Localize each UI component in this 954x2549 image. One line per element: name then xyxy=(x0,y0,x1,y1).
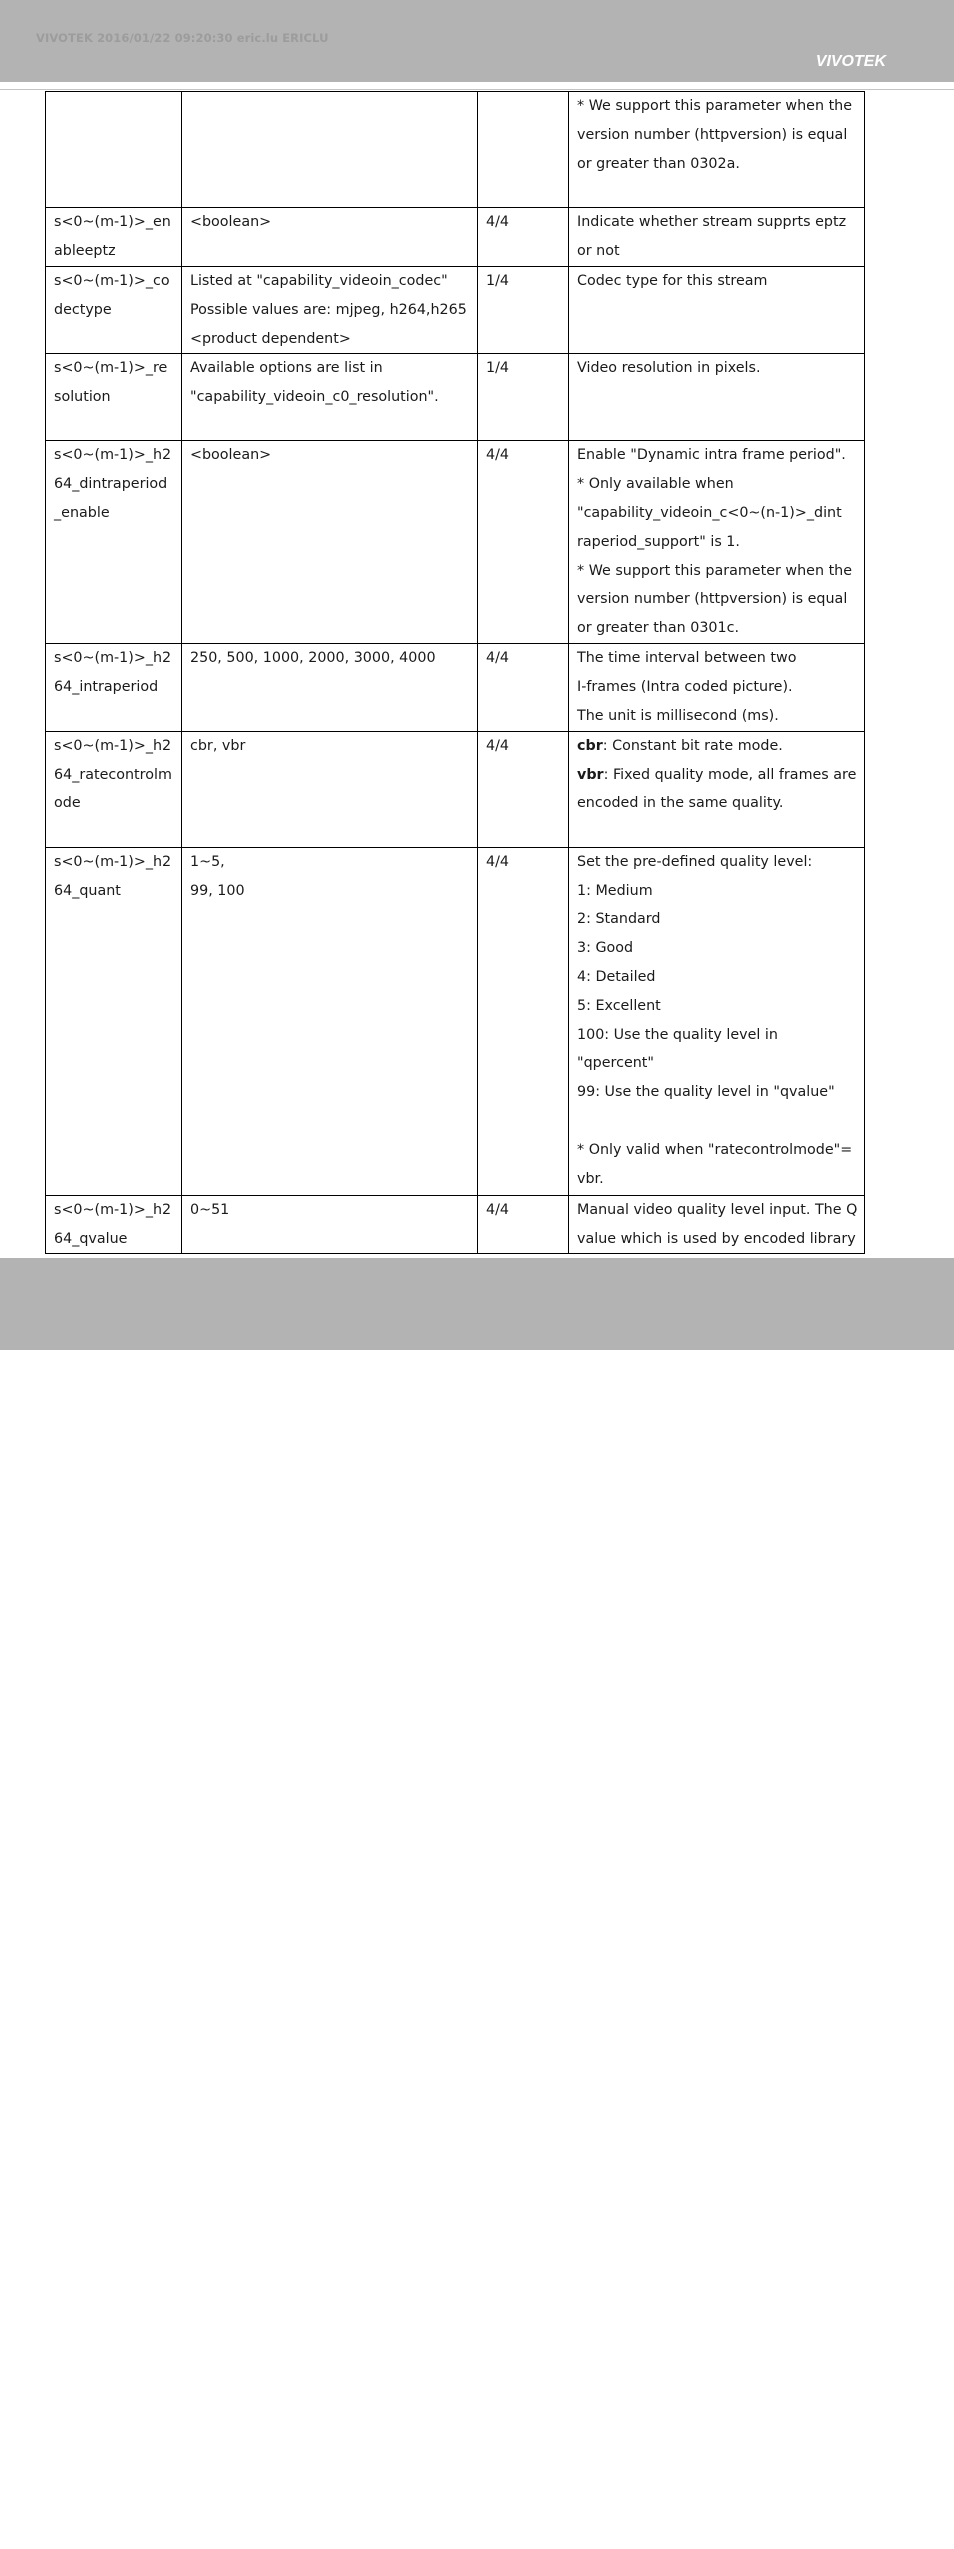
param-value-cell: cbr, vbr xyxy=(182,731,478,847)
param-security-cell: 1/4 xyxy=(478,354,569,441)
param-value-cell: Available options are list in "capability_videoin_c0_resolution". xyxy=(182,354,478,441)
param-value-cell: <boolean> xyxy=(182,441,478,644)
page-footer xyxy=(0,1258,954,2549)
table-row xyxy=(46,1195,865,1254)
table-row xyxy=(46,208,865,267)
param-name-cell: s<0~(m-1)>_h264_qvalue xyxy=(46,1195,182,1254)
table-row xyxy=(46,847,865,1195)
param-security-cell: 4/4 xyxy=(478,847,569,1195)
param-security-cell: 4/4 xyxy=(478,644,569,731)
table-row xyxy=(46,354,865,441)
table-row xyxy=(46,644,865,731)
param-description-cell: Video resolution in pixels. xyxy=(569,354,865,441)
param-name-cell: s<0~(m-1)>_enableeptz xyxy=(46,208,182,267)
param-name-cell: s<0~(m-1)>_h264_ratecontrolmode xyxy=(46,731,182,847)
param-name-cell: s<0~(m-1)>_h264_intraperiod xyxy=(46,644,182,731)
param-security-cell: 4/4 xyxy=(478,441,569,644)
param-description-cell: Codec type for this stream xyxy=(569,267,865,354)
param-security-cell: 4/4 xyxy=(478,731,569,847)
param-description-cell: Indicate whether stream supprts eptz or not xyxy=(569,208,865,267)
param-security-cell xyxy=(478,92,569,208)
param-value-cell: 1~5, 99, 100 xyxy=(182,847,478,1195)
param-name-cell xyxy=(46,92,182,208)
param-description-cell: cbr: Constant bit rate mode. vbr: Fixed quality mode, all frames are encoded in the same quality. xyxy=(569,731,865,847)
page-header xyxy=(0,0,954,82)
document-watermark: VIVOTEK 2016/01/22 09:20:30 eric.lu ERICLU xyxy=(36,31,329,45)
param-description-cell: * We support this parameter when the version number (httpversion) is equal or greater than 0302a. xyxy=(569,92,865,208)
param-security-cell: 4/4 xyxy=(478,208,569,267)
param-security-cell: 1/4 xyxy=(478,267,569,354)
header-divider xyxy=(0,89,954,90)
param-security-cell: 4/4 xyxy=(478,1195,569,1254)
param-description-cell: The time interval between two I-frames (Intra coded picture). The unit is millisecond (ms). xyxy=(569,644,865,731)
page-number: User's Manual - 193 xyxy=(761,2533,886,2549)
param-value-cell xyxy=(182,92,478,208)
table-row xyxy=(46,731,865,847)
param-name-cell: s<0~(m-1)>_codectype xyxy=(46,267,182,354)
param-value-cell: Listed at "capability_videoin_codec" Possible values are: mjpeg, h264,h265 <product dependent> xyxy=(182,267,478,354)
param-value-cell: <boolean> xyxy=(182,208,478,267)
param-value-cell: 0~51 xyxy=(182,1195,478,1254)
param-name-cell: s<0~(m-1)>_h264_quant xyxy=(46,847,182,1195)
table-row xyxy=(46,267,865,354)
param-description-cell: Enable "Dynamic intra frame period". * Only available when "capability_videoin_c<0~(n-1)>_dint raperiod_support" is 1. * We support this parameter when the version number (httpversion) is equal or greater than 0301c. xyxy=(569,441,865,644)
param-name-cell: s<0~(m-1)>_h264_dintraperiod_enable xyxy=(46,441,182,644)
param-description-cell: Manual video quality level input. The Q value which is used by encoded library xyxy=(569,1195,865,1254)
brand-logo-text: VIVOTEK xyxy=(815,53,886,70)
param-name-cell: s<0~(m-1)>_resolution xyxy=(46,354,182,441)
param-description-cell: Set the pre-defined quality level: 1: Medium 2: Standard 3: Good 4: Detailed 5: Excellent 100: Use the quality level in "qpercent" 99: Use the quality level in "qvalue" * Only valid when "ratecontrolmode"= vbr. xyxy=(569,847,865,1195)
term-vbr: vbr xyxy=(577,766,604,783)
term-cbr: cbr xyxy=(577,737,603,754)
table-row xyxy=(46,92,865,208)
param-value-cell: 250, 500, 1000, 2000, 3000, 4000 xyxy=(182,644,478,731)
parameter-table xyxy=(45,91,865,1254)
table-row xyxy=(46,441,865,644)
